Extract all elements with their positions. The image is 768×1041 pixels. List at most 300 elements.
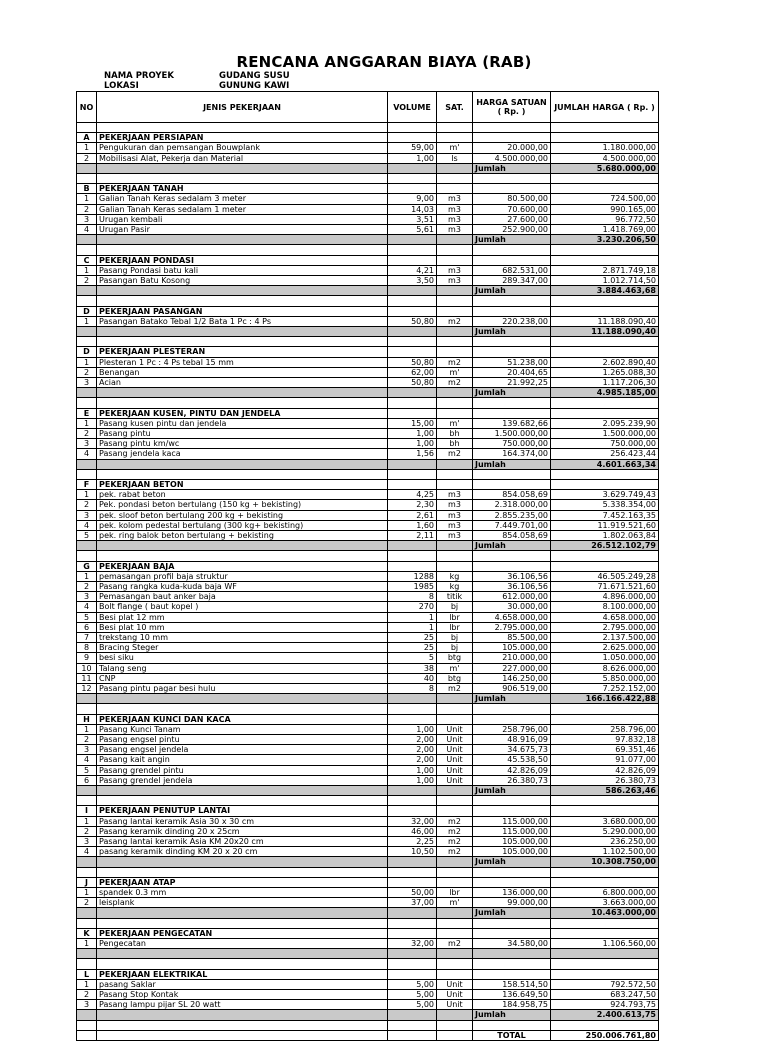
table-row bbox=[77, 582, 659, 592]
empty-cell bbox=[388, 806, 437, 816]
table-row bbox=[77, 357, 659, 367]
subtotal-value: 26.512.102,79 bbox=[551, 541, 659, 551]
spacer-cell bbox=[388, 1020, 437, 1030]
item-unit: kg bbox=[437, 582, 473, 592]
item-volume: 50,80 bbox=[388, 357, 437, 367]
subtotal-value: 586.263,46 bbox=[551, 786, 659, 796]
empty-cell bbox=[388, 969, 437, 979]
item-unit: bj bbox=[437, 643, 473, 653]
empty-cell bbox=[388, 694, 437, 704]
item-no: 1 bbox=[77, 490, 97, 500]
subtotal-row bbox=[77, 163, 659, 173]
section-title: PEKERJAAN BAJA bbox=[97, 561, 388, 571]
empty-cell bbox=[388, 184, 437, 194]
subtotal-row bbox=[77, 235, 659, 245]
subtotal-value: 3.230.206,50 bbox=[551, 235, 659, 245]
subtotal-value: 166.166.422,88 bbox=[551, 694, 659, 704]
item-unit-price: 51.238,00 bbox=[473, 357, 551, 367]
section-code: C bbox=[77, 255, 97, 265]
item-unit: Unit bbox=[437, 1000, 473, 1010]
empty-cell bbox=[437, 786, 473, 796]
empty-cell bbox=[551, 184, 659, 194]
item-total-price: 5.850.000,00 bbox=[551, 673, 659, 683]
empty-cell bbox=[473, 806, 551, 816]
empty-cell bbox=[551, 347, 659, 357]
spacer-cell bbox=[77, 959, 97, 969]
spacer-cell bbox=[551, 296, 659, 306]
subtotal-row bbox=[77, 541, 659, 551]
item-unit-price: 115.000,00 bbox=[473, 816, 551, 826]
empty-cell bbox=[551, 133, 659, 143]
item-description: Plesteran 1 Pc : 4 Ps tebal 15 mm bbox=[97, 357, 388, 367]
subtotal-label: Jumlah bbox=[473, 786, 551, 796]
item-total-price: 1.802.063,84 bbox=[551, 531, 659, 541]
item-unit-price: 289.347,00 bbox=[473, 276, 551, 286]
spacer-row bbox=[77, 704, 659, 714]
item-no: 2 bbox=[77, 204, 97, 214]
item-unit: Unit bbox=[437, 990, 473, 1000]
table-header-row bbox=[77, 92, 659, 123]
empty-cell bbox=[77, 388, 97, 398]
section-title: PEKERJAAN PENGECATAN bbox=[97, 928, 388, 938]
header-satuan: SAT. bbox=[437, 92, 473, 123]
spacer-cell bbox=[77, 469, 97, 479]
table-row bbox=[77, 633, 659, 643]
item-no: 3 bbox=[77, 745, 97, 755]
spacer-cell bbox=[97, 704, 388, 714]
empty-cell bbox=[551, 561, 659, 571]
item-description: Pasang engsel pintu bbox=[97, 735, 388, 745]
spacer-cell bbox=[437, 704, 473, 714]
subtotal-value: 4.985.185,00 bbox=[551, 388, 659, 398]
item-description: Besi plat 10 mm bbox=[97, 622, 388, 632]
spacer-cell bbox=[388, 245, 437, 255]
item-unit: btg bbox=[437, 673, 473, 683]
header-no: NO bbox=[77, 92, 97, 123]
spacer-cell bbox=[97, 959, 388, 969]
item-unit-price: 136.649,50 bbox=[473, 990, 551, 1000]
empty-cell bbox=[77, 786, 97, 796]
empty-cell bbox=[437, 133, 473, 143]
item-total-price: 8.626.000,00 bbox=[551, 663, 659, 673]
item-volume: 1,00 bbox=[388, 439, 437, 449]
item-description: Pasang lantai keramik Asia KM 20x20 cm bbox=[97, 837, 388, 847]
item-no: 1 bbox=[77, 316, 97, 326]
item-unit: Unit bbox=[437, 745, 473, 755]
spacer-cell bbox=[437, 1020, 473, 1030]
table-row bbox=[77, 755, 659, 765]
empty-cell bbox=[77, 235, 97, 245]
empty-cell bbox=[388, 714, 437, 724]
empty-cell bbox=[97, 694, 388, 704]
item-description: Pasang kait angin bbox=[97, 755, 388, 765]
spacer-cell bbox=[551, 796, 659, 806]
item-description: Pasang pintu pagar besi hulu bbox=[97, 684, 388, 694]
spacer-cell bbox=[77, 1020, 97, 1030]
table-row bbox=[77, 724, 659, 734]
subtotal-row bbox=[77, 459, 659, 469]
spacer-row bbox=[77, 959, 659, 969]
table-row bbox=[77, 531, 659, 541]
section-header-row bbox=[77, 877, 659, 887]
item-unit-price: 4.500.000,00 bbox=[473, 153, 551, 163]
item-unit: m' bbox=[437, 367, 473, 377]
subtotal-label: Jumlah bbox=[473, 235, 551, 245]
spacer-cell bbox=[473, 337, 551, 347]
spacer-cell bbox=[437, 959, 473, 969]
item-total-price: 1.012.714,50 bbox=[551, 276, 659, 286]
empty-cell bbox=[388, 928, 437, 938]
empty-cell bbox=[551, 877, 659, 887]
item-unit-price: 20.404,65 bbox=[473, 367, 551, 377]
section-code: F bbox=[77, 480, 97, 490]
section-title: PEKERJAAN PLESTERAN bbox=[97, 347, 388, 357]
empty-cell bbox=[437, 949, 473, 959]
spacer-cell bbox=[551, 337, 659, 347]
table-row bbox=[77, 276, 659, 286]
item-total-price: 97.832,18 bbox=[551, 735, 659, 745]
table-row bbox=[77, 653, 659, 663]
spacer-cell bbox=[473, 1020, 551, 1030]
table-row bbox=[77, 837, 659, 847]
subtotal-label bbox=[473, 949, 551, 959]
item-volume: 32,00 bbox=[388, 939, 437, 949]
item-description: Pasang kusen pintu dan jendela bbox=[97, 418, 388, 428]
item-unit-price: 105.000,00 bbox=[473, 837, 551, 847]
item-unit: m2 bbox=[437, 847, 473, 857]
item-description: Pasang grendel jendela bbox=[97, 775, 388, 785]
spacer-cell bbox=[388, 123, 437, 133]
spacer-cell bbox=[97, 398, 388, 408]
empty-cell bbox=[437, 347, 473, 357]
item-no: 4 bbox=[77, 755, 97, 765]
table-row bbox=[77, 571, 659, 581]
spacer-row bbox=[77, 918, 659, 928]
item-volume: 2,00 bbox=[388, 755, 437, 765]
item-unit-price: 36.106,56 bbox=[473, 571, 551, 581]
subtotal-row bbox=[77, 949, 659, 959]
item-no: 5 bbox=[77, 765, 97, 775]
item-unit: m2 bbox=[437, 449, 473, 459]
table-row bbox=[77, 643, 659, 653]
spacer-cell bbox=[437, 337, 473, 347]
empty-cell bbox=[551, 408, 659, 418]
item-no: 4 bbox=[77, 520, 97, 530]
section-code: B bbox=[77, 184, 97, 194]
item-no: 4 bbox=[77, 602, 97, 612]
item-description: CNP bbox=[97, 673, 388, 683]
item-total-price: 724.500,00 bbox=[551, 194, 659, 204]
item-description: Pek. pondasi beton bertulang (150 kg + bekisting) bbox=[97, 500, 388, 510]
item-unit: m3 bbox=[437, 265, 473, 275]
table-row bbox=[77, 673, 659, 683]
item-unit: m2 bbox=[437, 826, 473, 836]
item-description: Pengecatan bbox=[97, 939, 388, 949]
section-code: A bbox=[77, 133, 97, 143]
item-unit: m3 bbox=[437, 204, 473, 214]
item-no: 5 bbox=[77, 612, 97, 622]
spacer-cell bbox=[97, 1020, 388, 1030]
section-header-row bbox=[77, 969, 659, 979]
empty-cell bbox=[437, 327, 473, 337]
item-unit: m2 bbox=[437, 939, 473, 949]
item-unit: lbr bbox=[437, 888, 473, 898]
item-total-price: 26.380,73 bbox=[551, 775, 659, 785]
empty-cell bbox=[388, 255, 437, 265]
empty-cell bbox=[388, 408, 437, 418]
empty-cell bbox=[437, 877, 473, 887]
empty-cell bbox=[437, 969, 473, 979]
spacer-cell bbox=[388, 174, 437, 184]
item-volume: 37,00 bbox=[388, 898, 437, 908]
item-description: Pengukuran dan pemsangan Bouwplank bbox=[97, 143, 388, 153]
table-row bbox=[77, 439, 659, 449]
spacer-cell bbox=[551, 469, 659, 479]
item-unit-price: 146.250,00 bbox=[473, 673, 551, 683]
item-volume: 3,51 bbox=[388, 214, 437, 224]
item-unit-price: 164.374,00 bbox=[473, 449, 551, 459]
item-volume: 1 bbox=[388, 612, 437, 622]
item-unit: m' bbox=[437, 143, 473, 153]
empty-cell bbox=[473, 306, 551, 316]
spacer-cell bbox=[77, 296, 97, 306]
subtotal-label: Jumlah bbox=[473, 327, 551, 337]
item-total-price: 7.252.152,00 bbox=[551, 684, 659, 694]
item-no: 5 bbox=[77, 531, 97, 541]
empty-cell bbox=[388, 541, 437, 551]
empty-cell bbox=[388, 388, 437, 398]
subtotal-row bbox=[77, 786, 659, 796]
empty-cell bbox=[77, 908, 97, 918]
item-no: 12 bbox=[77, 684, 97, 694]
empty-cell bbox=[473, 969, 551, 979]
empty-cell bbox=[77, 949, 97, 959]
empty-cell bbox=[97, 286, 388, 296]
empty-cell bbox=[437, 408, 473, 418]
table-row bbox=[77, 265, 659, 275]
section-header-row bbox=[77, 928, 659, 938]
empty-cell bbox=[388, 857, 437, 867]
item-no: 2 bbox=[77, 990, 97, 1000]
empty-cell bbox=[437, 714, 473, 724]
item-no: 1 bbox=[77, 816, 97, 826]
spacer-row bbox=[77, 337, 659, 347]
subtotal-label: Jumlah bbox=[473, 388, 551, 398]
item-total-price: 5.290.000,00 bbox=[551, 826, 659, 836]
item-unit: Unit bbox=[437, 735, 473, 745]
rab-table bbox=[76, 91, 659, 1041]
item-unit-price: 252.900,00 bbox=[473, 225, 551, 235]
spacer-row bbox=[77, 796, 659, 806]
subtotal-value: 4.601.663,34 bbox=[551, 459, 659, 469]
item-total-price: 3.680.000,00 bbox=[551, 816, 659, 826]
empty-cell bbox=[437, 694, 473, 704]
spacer-cell bbox=[97, 337, 388, 347]
item-description: Pasang Kunci Tanam bbox=[97, 724, 388, 734]
spacer-cell bbox=[551, 867, 659, 877]
section-code: D bbox=[77, 306, 97, 316]
item-unit-price: 80.500,00 bbox=[473, 194, 551, 204]
spacer-cell bbox=[388, 704, 437, 714]
item-volume: 2,00 bbox=[388, 745, 437, 755]
item-volume: 9,00 bbox=[388, 194, 437, 204]
item-no: 3 bbox=[77, 439, 97, 449]
item-description: Pasang rangka kuda-kuda baja WF bbox=[97, 582, 388, 592]
empty-cell bbox=[97, 1010, 388, 1020]
section-title: PEKERJAAN ATAP bbox=[97, 877, 388, 887]
item-unit-price: 34.580,00 bbox=[473, 939, 551, 949]
section-header-row bbox=[77, 255, 659, 265]
item-volume: 46,00 bbox=[388, 826, 437, 836]
table-row bbox=[77, 602, 659, 612]
item-unit-price: 210.000,00 bbox=[473, 653, 551, 663]
item-no: 1 bbox=[77, 979, 97, 989]
spacer-cell bbox=[388, 337, 437, 347]
spacer-cell bbox=[551, 551, 659, 561]
empty-cell bbox=[388, 133, 437, 143]
empty-cell bbox=[97, 388, 388, 398]
spacer-cell bbox=[388, 867, 437, 877]
item-unit: m' bbox=[437, 663, 473, 673]
item-total-price: 71.671.521,60 bbox=[551, 582, 659, 592]
item-unit-price: 42.826,09 bbox=[473, 765, 551, 775]
empty-cell bbox=[77, 163, 97, 173]
item-no: 1 bbox=[77, 143, 97, 153]
empty-cell bbox=[388, 877, 437, 887]
item-volume: 5,61 bbox=[388, 225, 437, 235]
empty-cell bbox=[77, 857, 97, 867]
item-unit: m3 bbox=[437, 225, 473, 235]
item-unit-price: 2.795.000,00 bbox=[473, 622, 551, 632]
table-row bbox=[77, 612, 659, 622]
item-total-price: 258.796,00 bbox=[551, 724, 659, 734]
subtotal-value: 3.884.463,68 bbox=[551, 286, 659, 296]
empty-cell bbox=[437, 255, 473, 265]
item-volume: 2,25 bbox=[388, 837, 437, 847]
item-description: pemasangan profil baja struktur bbox=[97, 571, 388, 581]
table-row bbox=[77, 449, 659, 459]
empty-cell bbox=[551, 714, 659, 724]
item-description: Bracing Steger bbox=[97, 643, 388, 653]
empty-cell bbox=[437, 459, 473, 469]
spacer-cell bbox=[97, 867, 388, 877]
item-no: 1 bbox=[77, 418, 97, 428]
empty-cell bbox=[551, 806, 659, 816]
empty-cell bbox=[437, 541, 473, 551]
empty-cell bbox=[97, 541, 388, 551]
item-no: 3 bbox=[77, 592, 97, 602]
item-volume: 1,00 bbox=[388, 153, 437, 163]
section-header-row bbox=[77, 347, 659, 357]
item-volume: 38 bbox=[388, 663, 437, 673]
empty-cell bbox=[437, 908, 473, 918]
section-title: PEKERJAAN KUSEN, PINTU DAN JENDELA bbox=[97, 408, 388, 418]
item-no: 1 bbox=[77, 194, 97, 204]
item-unit: m3 bbox=[437, 500, 473, 510]
project-name-label: NAMA PROYEK bbox=[104, 71, 174, 81]
item-volume: 25 bbox=[388, 633, 437, 643]
subtotal-row bbox=[77, 857, 659, 867]
project-location-value: GUNUNG KAWI bbox=[219, 81, 290, 91]
spacer-cell bbox=[437, 469, 473, 479]
subtotal-value: 2.400.613,75 bbox=[551, 1010, 659, 1020]
section-code: G bbox=[77, 561, 97, 571]
empty-cell bbox=[388, 163, 437, 173]
section-header-row bbox=[77, 306, 659, 316]
section-code: I bbox=[77, 806, 97, 816]
item-volume: 14,03 bbox=[388, 204, 437, 214]
section-header-row bbox=[77, 714, 659, 724]
spacer-cell bbox=[77, 551, 97, 561]
empty-cell bbox=[388, 480, 437, 490]
item-unit: kg bbox=[437, 571, 473, 581]
empty-cell bbox=[473, 133, 551, 143]
empty-cell bbox=[388, 347, 437, 357]
subtotal-label: Jumlah bbox=[473, 857, 551, 867]
item-volume: 3,50 bbox=[388, 276, 437, 286]
item-unit-price: 2.855.235,00 bbox=[473, 510, 551, 520]
item-unit: m2 bbox=[437, 816, 473, 826]
item-volume: 2,30 bbox=[388, 500, 437, 510]
table-row bbox=[77, 316, 659, 326]
item-total-price: 990.165,00 bbox=[551, 204, 659, 214]
item-no: 1 bbox=[77, 939, 97, 949]
item-unit: m2 bbox=[437, 684, 473, 694]
item-unit-price: 682.531,00 bbox=[473, 265, 551, 275]
empty-cell bbox=[551, 969, 659, 979]
item-description: Pasangan Batu Kosong bbox=[97, 276, 388, 286]
item-total-price: 2.871.749,18 bbox=[551, 265, 659, 275]
item-unit-price: 612.000,00 bbox=[473, 592, 551, 602]
item-unit: Unit bbox=[437, 775, 473, 785]
item-description: Acian bbox=[97, 378, 388, 388]
item-unit: m' bbox=[437, 898, 473, 908]
spacer-cell bbox=[551, 959, 659, 969]
section-header-row bbox=[77, 133, 659, 143]
item-volume: 8 bbox=[388, 684, 437, 694]
subtotal-label: Jumlah bbox=[473, 541, 551, 551]
empty-cell bbox=[97, 459, 388, 469]
table-row bbox=[77, 490, 659, 500]
item-unit-price: 136.000,00 bbox=[473, 888, 551, 898]
table-row bbox=[77, 418, 659, 428]
empty-cell bbox=[97, 857, 388, 867]
item-description: Pasangan Batako Tebal 1/2 Bata 1 Pc : 4 Ps bbox=[97, 316, 388, 326]
item-volume: 50,80 bbox=[388, 378, 437, 388]
item-volume: 1,56 bbox=[388, 449, 437, 459]
item-volume: 62,00 bbox=[388, 367, 437, 377]
spacer-cell bbox=[473, 959, 551, 969]
table-row bbox=[77, 663, 659, 673]
spacer-cell bbox=[551, 704, 659, 714]
item-unit-price: 45.538,50 bbox=[473, 755, 551, 765]
spacer-cell bbox=[388, 296, 437, 306]
spacer-cell bbox=[473, 551, 551, 561]
spacer-row bbox=[77, 551, 659, 561]
item-total-price: 3.663.000,00 bbox=[551, 898, 659, 908]
item-unit: lbr bbox=[437, 622, 473, 632]
item-unit-price: 27.600,00 bbox=[473, 214, 551, 224]
spacer-cell bbox=[97, 245, 388, 255]
item-no: 1 bbox=[77, 888, 97, 898]
spacer-cell bbox=[551, 245, 659, 255]
item-description: Pasang engsel jendela bbox=[97, 745, 388, 755]
item-unit: m2 bbox=[437, 837, 473, 847]
empty-cell bbox=[473, 347, 551, 357]
item-unit-price: 906.519,00 bbox=[473, 684, 551, 694]
table-row bbox=[77, 1000, 659, 1010]
spacer-cell bbox=[437, 174, 473, 184]
